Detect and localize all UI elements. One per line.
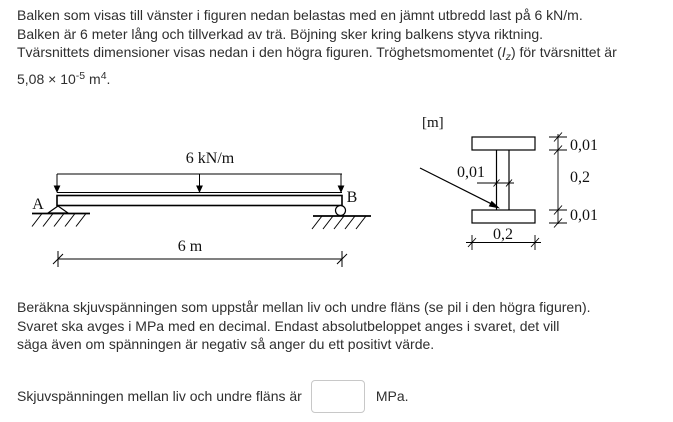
problem-line-2: Balken är 6 meter lång och tillverkad av trä. Böjning sker kring balkens styva riktning. <box>17 25 544 42</box>
load-arrowhead-left <box>54 186 61 194</box>
span-dimension <box>53 238 347 267</box>
unit-exponent: 4 <box>100 69 107 82</box>
task-line-1: Beräkna skjuvspänningen som uppstår mellan liv och undre fläns (se pil i den högra figuren). <box>17 299 591 315</box>
top-flange <box>472 137 535 150</box>
load-arrowhead-middle <box>196 186 203 194</box>
task-description <box>17 298 591 354</box>
answer-unit: MPa. <box>375 388 409 404</box>
units-label: [m] <box>422 115 444 131</box>
span-dimension-label: 6 m <box>177 238 203 255</box>
support-b-label: B <box>346 189 358 206</box>
load-arrowhead-right <box>338 186 345 194</box>
web-height-label: 0,2 <box>570 169 590 186</box>
height-dimensions <box>549 133 598 228</box>
top-flange-thickness-label: 0,01 <box>570 137 598 154</box>
beam-body <box>57 193 342 206</box>
cross-section-figure <box>420 115 598 250</box>
flange-width-label: 0,2 <box>493 226 513 243</box>
task-line-2: Svaret ska avges i MPa med en decimal. Endast absolutbeloppet anges i svaret, det vill <box>17 317 560 334</box>
answer-prompt: Skjuvspänningen mellan liv och undre fläns är <box>17 388 302 404</box>
ground-hatching-left <box>32 214 86 227</box>
inertia-subscript: z <box>505 51 511 63</box>
inertia-exponent: -5 <box>75 69 86 82</box>
bottom-flange <box>472 210 535 223</box>
inertia-value: 5,08 × 10 <box>17 70 76 87</box>
beam-figure <box>32 150 371 267</box>
answer-row <box>17 377 409 415</box>
bottom-flange-thickness-label: 0,01 <box>570 207 598 224</box>
shear-arrowhead <box>489 201 500 209</box>
task-line-3: säga även om spänningen är negativ så anger du ett positivt värde. <box>17 336 435 352</box>
ground-hatching-right <box>312 216 366 229</box>
web-thickness-label: 0,01 <box>457 164 485 181</box>
distributed-load-label: 6 kN/m <box>185 150 235 167</box>
roller-support <box>312 206 371 230</box>
distributed-load-arrows <box>54 174 345 193</box>
problem-line-1: Balken som visas till vänster i figuren nedan belastas med en jämnt utbredd last på 6 kN/m. <box>17 7 583 23</box>
problem-line-3: Tvärsnittets dimensioner visas nedan i den högra figuren. Tröghetsmomentet $(I_z)$ för tvärsnittet är <box>17 44 617 63</box>
web-thickness-dimension <box>457 164 514 187</box>
answer-input[interactable] <box>311 380 365 413</box>
inertia-symbol: I <box>501 44 506 60</box>
width-dimension <box>466 226 541 250</box>
support-a-label: A <box>32 196 44 213</box>
problem-line-4: $5,08 \times 10^{-5}$ $m^4$. <box>17 69 111 87</box>
